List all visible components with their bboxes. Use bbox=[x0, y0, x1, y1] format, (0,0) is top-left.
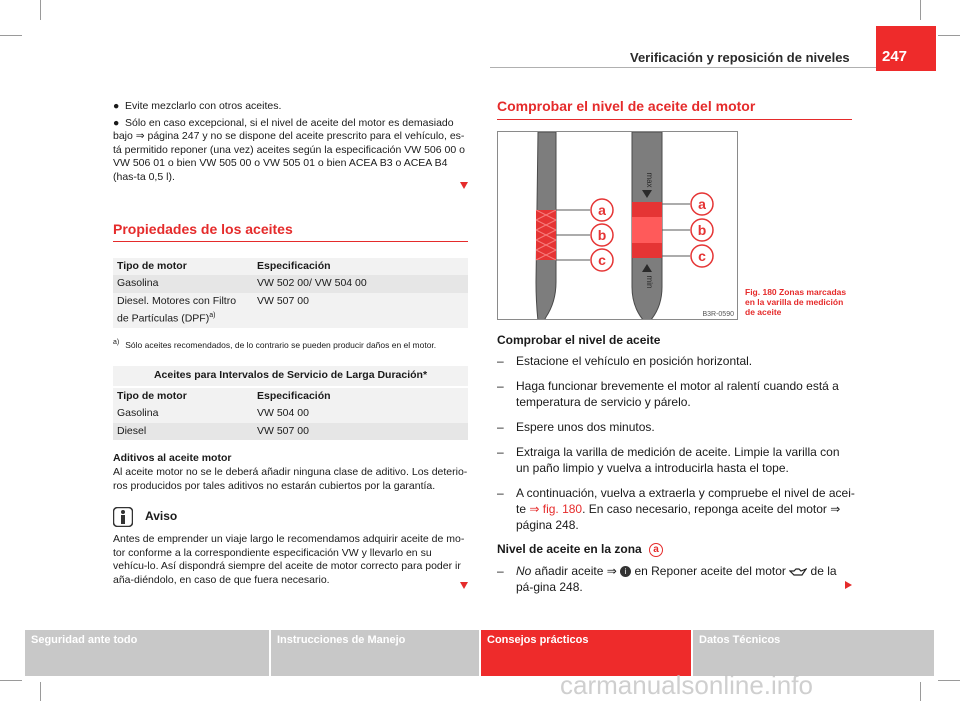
zone-label-a: a bbox=[649, 543, 663, 557]
level-heading bbox=[497, 542, 855, 557]
table-cell: Gasolina bbox=[117, 407, 159, 420]
crop-mark bbox=[40, 682, 41, 701]
figure-label-c-right bbox=[691, 245, 713, 267]
bullet-text: Sólo en caso excepcional, si el nivel de aceite del motor es demasiado bajo ⇒ página 247 y no se dispone del aceite prescrito para el vehículo, es-tá permitido reponer (una vez) aceites según la especificación VW 506 00 o VW 506 01 o bien VW 505 00 o VW 505 01 o bien ACEA B3 o ACEA B4 (has-ta 0,5 l). bbox=[113, 116, 465, 183]
oil-can-icon bbox=[789, 567, 807, 577]
label-text: c bbox=[698, 248, 706, 264]
crop-mark bbox=[920, 0, 921, 20]
footer-tab-practical-tips[interactable]: Consejos prácticos bbox=[481, 630, 691, 676]
footnote bbox=[113, 336, 468, 352]
dash: – bbox=[497, 379, 504, 393]
table-cell: VW 507 00 bbox=[257, 294, 309, 307]
dipstick-figure bbox=[497, 131, 738, 320]
crop-mark bbox=[938, 680, 960, 681]
footnote-mark: a) bbox=[113, 338, 120, 346]
table-cell: VW 507 00 bbox=[253, 423, 468, 441]
dash: – bbox=[497, 354, 504, 368]
table-cell-text: Diesel. Motores con Filtro de Partículas (DPF) bbox=[117, 294, 237, 325]
table-row bbox=[113, 293, 468, 328]
min-mark-text: min bbox=[645, 275, 654, 289]
notice-title: Aviso bbox=[145, 509, 178, 524]
table-cell: Diesel bbox=[113, 423, 253, 441]
dipstick-right-zone-band bbox=[632, 217, 662, 243]
dash: – bbox=[497, 486, 504, 500]
running-header: Verificación y reposición de niveles bbox=[630, 50, 850, 65]
dash: – bbox=[497, 563, 504, 578]
footnote-ref: a) bbox=[209, 311, 216, 319]
bullet-dot: ● bbox=[113, 100, 120, 112]
step-text: de la pá-gina 248. bbox=[516, 563, 837, 594]
header-rule bbox=[490, 67, 876, 68]
footer-tab-technical-data[interactable]: Datos Técnicos bbox=[693, 630, 934, 676]
section-heading-oil-level: Comprobar el nivel de aceite del motor bbox=[497, 98, 756, 114]
step-text: A continuación, vuelva a extraerla y compruebe el nivel de acei-te bbox=[516, 486, 855, 516]
step-text: Haga funcionar brevemente el motor al ralentí cuando está a temperatura de servicio y párelo. bbox=[516, 379, 839, 409]
table-caption: Aceites para Intervalos de Servicio de Larga Duración* bbox=[113, 366, 468, 386]
table-cell bbox=[113, 293, 253, 328]
bullet-item bbox=[113, 100, 468, 114]
table-row bbox=[113, 275, 468, 293]
section-end-marker bbox=[460, 582, 468, 589]
figure-label-b-left bbox=[591, 224, 613, 246]
figure-label-a-left bbox=[591, 199, 613, 221]
table-row bbox=[113, 405, 468, 423]
step-text: . En caso necesario, reponga aceite del motor ⇒ página 248. bbox=[516, 502, 841, 532]
step-text: en Reponer aceite del motor bbox=[631, 563, 790, 578]
crop-mark bbox=[40, 0, 41, 20]
level-heading-text: Nivel de aceite en la zona bbox=[497, 542, 642, 556]
table-cell: VW 502 00/ VW 504 00 bbox=[253, 275, 468, 293]
check-heading: Comprobar el nivel de aceite bbox=[497, 333, 661, 347]
table-cell: Gasolina bbox=[113, 275, 253, 293]
label-text: c bbox=[598, 252, 606, 268]
figure-label-b-right bbox=[691, 219, 713, 241]
notice-box bbox=[113, 507, 468, 593]
step-text: Estacione el vehículo en posición horizontal. bbox=[516, 354, 753, 368]
table-header: Especificación bbox=[253, 258, 468, 276]
section-rule bbox=[497, 119, 852, 120]
step-text: Espere unos dos minutos. bbox=[516, 420, 655, 434]
footer-tab-safety[interactable]: Seguridad ante todo bbox=[25, 630, 269, 676]
figure-caption: Fig. 180 Zonas marcadas en la varilla de medición de aceite bbox=[745, 287, 847, 317]
emphasis-text: No bbox=[516, 563, 532, 578]
additives-text: Al aceite motor no se le deberá añadir ninguna clase de aditivo. Los deterio-ros producidos por tales aditivos no estarán cubiertos por la garantía. bbox=[113, 466, 468, 492]
right-column bbox=[497, 333, 855, 604]
list-item bbox=[497, 353, 855, 369]
left-column bbox=[113, 100, 468, 593]
crop-mark bbox=[938, 35, 960, 36]
label-text: a bbox=[598, 202, 606, 218]
footnote-text: Sólo aceites recomendados, de lo contrario se pueden producir daños en el motor. bbox=[125, 339, 437, 350]
dipstick-illustration bbox=[498, 132, 738, 320]
right-section-head bbox=[497, 98, 852, 120]
footer-tab-operation[interactable]: Instrucciones de Manejo bbox=[271, 630, 479, 676]
table-header: Tipo de motor bbox=[113, 388, 253, 406]
section-heading-oil-properties: Propiedades de los aceites bbox=[113, 221, 293, 238]
page-number: 247 bbox=[876, 26, 936, 71]
long-life-oil-table bbox=[113, 388, 468, 441]
bullet-text: Evite mezclarlo con otros aceites. bbox=[125, 100, 282, 112]
list-item bbox=[497, 419, 855, 435]
oil-spec-table bbox=[113, 258, 468, 328]
figure-label-a-right bbox=[691, 193, 713, 215]
figure-code: B3R-0590 bbox=[702, 311, 734, 318]
table-header: Especificación bbox=[253, 388, 468, 406]
crop-mark bbox=[920, 682, 921, 701]
figure-label-c-left bbox=[591, 249, 613, 271]
additives-heading: Aditivos al aceite motor bbox=[113, 452, 232, 465]
max-mark-text: max bbox=[645, 172, 654, 188]
bullet-dot: ● bbox=[113, 116, 120, 129]
label-text: a bbox=[698, 196, 706, 212]
leader-lines bbox=[556, 204, 690, 260]
bullet-item bbox=[113, 117, 468, 185]
continue-marker bbox=[845, 576, 852, 594]
table-header: Tipo de motor bbox=[113, 258, 253, 276]
info-notice-icon bbox=[113, 507, 133, 527]
figure-link[interactable]: ⇒ fig. 180 bbox=[529, 502, 583, 516]
notice-heading bbox=[113, 507, 468, 527]
notice-text: Antes de emprender un viaje largo le recomendamos adquirir aceite de mo-tor conforme a la correspondiente especificación VW y llevarlo en su vehícu-lo. Así dispondrá siempre del aceite de motor correcto para poder ir aña-diéndolo, en caso de que fuera necesario. bbox=[113, 533, 465, 586]
step-text: Extraiga la varilla de medición de aceite. Limpie la varilla con un paño limpio y vuelva a introducirla hasta el tope. bbox=[516, 445, 840, 475]
dash: – bbox=[497, 445, 504, 459]
crop-mark bbox=[0, 680, 22, 681]
label-text: b bbox=[597, 227, 607, 243]
table-cell: VW 504 00 bbox=[257, 407, 309, 420]
watermark: carmanualsonline.info bbox=[560, 670, 813, 700]
list-item bbox=[497, 563, 855, 595]
list-item bbox=[497, 485, 855, 533]
table-row bbox=[113, 423, 468, 441]
list-item bbox=[497, 378, 855, 410]
section-rule bbox=[113, 241, 468, 242]
dash: – bbox=[497, 420, 504, 434]
list-item bbox=[497, 444, 855, 476]
label-text: b bbox=[697, 222, 707, 238]
step-text: añadir aceite ⇒ bbox=[531, 563, 621, 578]
info-icon: i bbox=[620, 566, 631, 577]
crop-mark bbox=[0, 35, 22, 36]
